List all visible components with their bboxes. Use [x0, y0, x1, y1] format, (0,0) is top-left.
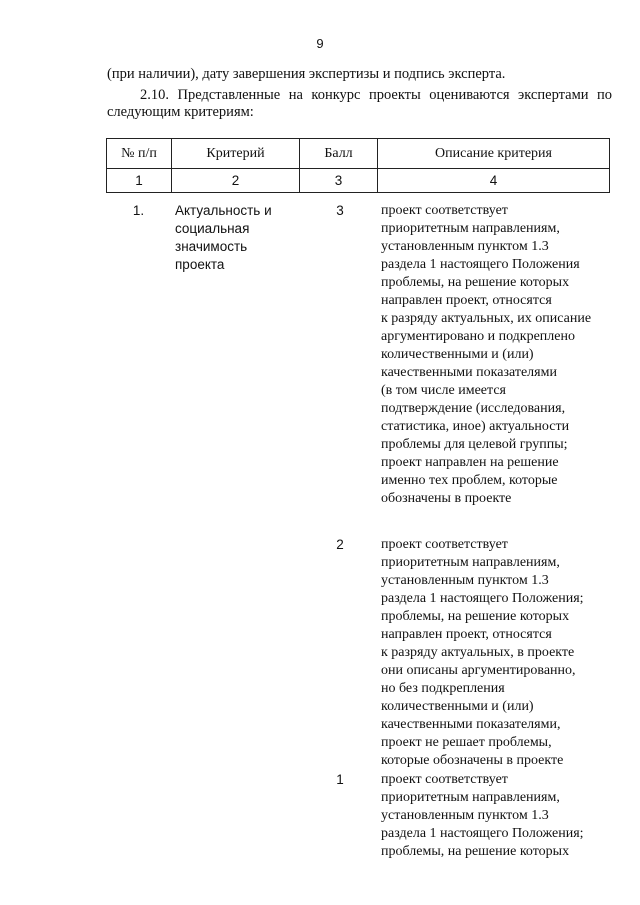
score-value: 2 [336, 537, 344, 552]
column-number: 3 [300, 169, 378, 193]
column-number: 1 [107, 169, 172, 193]
row-number: 1. [132, 203, 145, 218]
score-value: 1 [336, 772, 344, 787]
header-description: Описание критерия [378, 139, 610, 169]
header-number: № п/п [107, 139, 172, 169]
column-number: 4 [378, 169, 610, 193]
score-value: 3 [336, 203, 344, 218]
page-number: 9 [316, 36, 324, 51]
score-description: проект соответствует приоритетным направлениям, установленным пунктом 1.3 раздела 1 настоящего Положения; проблемы, на решение которых [381, 772, 584, 859]
score-description: проект соответствует приоритетным направлениям, установленным пунктом 1.3 раздела 1 настоящего Положения проблемы, на решение которых направлен проект, относятся к разряду актуальных, их описание аргументировано и подкреплено количественными и (или) качественными показателями (в том числе имеется подтверждение (исследования, статистика, иное) актуальности проблемы для целевой группы; проект направлен на решение именно тех проблем, которые обозначены в проекте [381, 203, 592, 506]
column-number-row [107, 169, 610, 193]
criteria-table-header [106, 138, 610, 193]
header-criterion: Критерий [172, 139, 300, 169]
column-number: 2 [172, 169, 300, 193]
header-score: Балл [300, 139, 378, 169]
paragraph-2-10: 2.10. Представленные на конкурс проекты оцениваются экспертами по следующим критериям: [107, 87, 612, 120]
header-row [107, 139, 610, 169]
paragraph-continuation: (при наличии), дату завершения экспертизы и подпись эксперта. [107, 66, 506, 82]
score-description: проект соответствует приоритетным направлениям, установленным пунктом 1.3 раздела 1 настоящего Положения; проблемы, на решение которых направлен проект, относятся к разряду актуальных, в проекте они описаны аргументированно, но без подкрепления количественными и (или) качественными показателями, проект не решает проблемы, которые обозначены в проекте [381, 537, 584, 768]
criterion-name: Актуальность и социальная значимость проекта [175, 203, 272, 272]
